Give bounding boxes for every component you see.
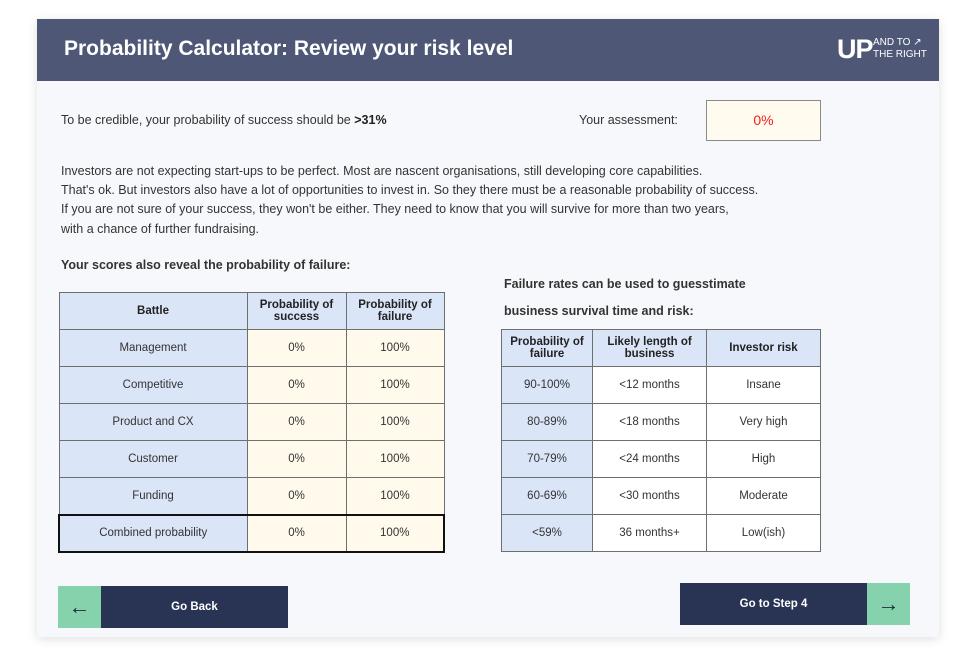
success-value: 0% (247, 330, 346, 367)
go-to-step-4-button[interactable] (680, 583, 910, 625)
investor-risk: Very high (707, 404, 821, 441)
investor-risk: Low(ish) (707, 515, 821, 552)
success-value: 0% (247, 478, 346, 515)
success-value: 0% (247, 515, 346, 552)
brand-logo (837, 33, 927, 65)
col-header-risk: Investor risk (707, 330, 821, 367)
threshold-sentence: To be credible, your probability of success should be (61, 113, 355, 127)
failure-value: 100% (346, 478, 444, 515)
battle-name: Product and CX (59, 404, 247, 441)
battle-name: Combined probability (59, 515, 247, 552)
scores-table-title: Your scores also reveal the probability of failure: (61, 258, 351, 272)
arrow-left-icon[interactable]: ← (58, 586, 101, 628)
table-row (502, 441, 821, 478)
assessment-value: 0% (706, 100, 821, 141)
header-bar (37, 19, 939, 81)
failure-range: <59% (502, 515, 593, 552)
col-header-failure: Probability of failure (346, 293, 444, 330)
success-value: 0% (247, 441, 346, 478)
failure-value: 100% (346, 441, 444, 478)
go-to-step-4-label[interactable]: Go to Step 4 (680, 583, 867, 625)
failure-range: 70-79% (502, 441, 593, 478)
failure-table-title-line1: Failure rates can be used to guesstimate (504, 277, 746, 291)
business-length: <30 months (593, 478, 707, 515)
table-row (502, 478, 821, 515)
battle-name: Management (59, 330, 247, 367)
investor-risk: Moderate (707, 478, 821, 515)
success-value: 0% (247, 404, 346, 441)
business-length: <24 months (593, 441, 707, 478)
table-row (59, 330, 444, 367)
table-row (502, 404, 821, 441)
scores-table (58, 292, 445, 553)
combined-probability-row (59, 515, 444, 552)
logo-main-text: UP (837, 34, 873, 64)
table-row (59, 441, 444, 478)
col-header-battle: Battle (59, 293, 247, 330)
paragraph-line: Investors are not expecting start-ups to be perfect. Most are nascent organisations, still developing core capabilities. (61, 164, 703, 178)
business-length: <12 months (593, 367, 707, 404)
battle-name: Funding (59, 478, 247, 515)
failure-value: 100% (346, 330, 444, 367)
business-length: <18 months (593, 404, 707, 441)
table-header-row (59, 293, 444, 330)
table-row (502, 515, 821, 552)
logo-line-2: THE RIGHT (873, 49, 927, 60)
success-value: 0% (247, 367, 346, 404)
investor-risk: High (707, 441, 821, 478)
paragraph-line: with a chance of further fundraising. (61, 221, 260, 236)
go-back-label[interactable]: Go Back (101, 586, 288, 628)
threshold-value: >31% (354, 113, 387, 127)
page-title: Probability Calculator: Review your risk level (64, 37, 514, 60)
failure-range: 80-89% (502, 404, 593, 441)
failure-value: 100% (346, 404, 444, 441)
table-header-row (502, 330, 821, 367)
arrow-right-icon[interactable]: → (867, 583, 910, 625)
failure-table-title-line2: business survival time and risk: (504, 304, 694, 318)
table-row (59, 367, 444, 404)
go-back-button[interactable] (58, 586, 288, 628)
logo-line-1: AND TO ↗ (873, 37, 922, 48)
table-row (502, 367, 821, 404)
col-header-length: Likely length of business (593, 330, 707, 367)
failure-value: 100% (346, 367, 444, 404)
failure-range: 90-100% (502, 367, 593, 404)
paragraph-line: That's ok. But investors also have a lot of opportunities to invest in. So they there must be a reasonable probability of success. (61, 183, 759, 198)
battle-name: Competitive (59, 367, 247, 404)
table-row (59, 478, 444, 515)
failure-value: 100% (346, 515, 444, 552)
col-header-success: Probability of success (247, 293, 346, 330)
explanation-paragraph (61, 162, 901, 239)
calculator-card (37, 19, 939, 637)
battle-name: Customer (59, 441, 247, 478)
investor-risk: Insane (707, 367, 821, 404)
failure-rates-table (501, 329, 821, 552)
failure-range: 60-69% (502, 478, 593, 515)
business-length: 36 months+ (593, 515, 707, 552)
credibility-threshold-text (61, 113, 387, 127)
paragraph-line: If you are not sure of your success, they won't be either. They need to know that you will survive for more than two years, (61, 202, 729, 217)
assessment-label: Your assessment: (579, 113, 678, 127)
table-row (59, 404, 444, 441)
col-header-probability: Probability of failure (502, 330, 593, 367)
